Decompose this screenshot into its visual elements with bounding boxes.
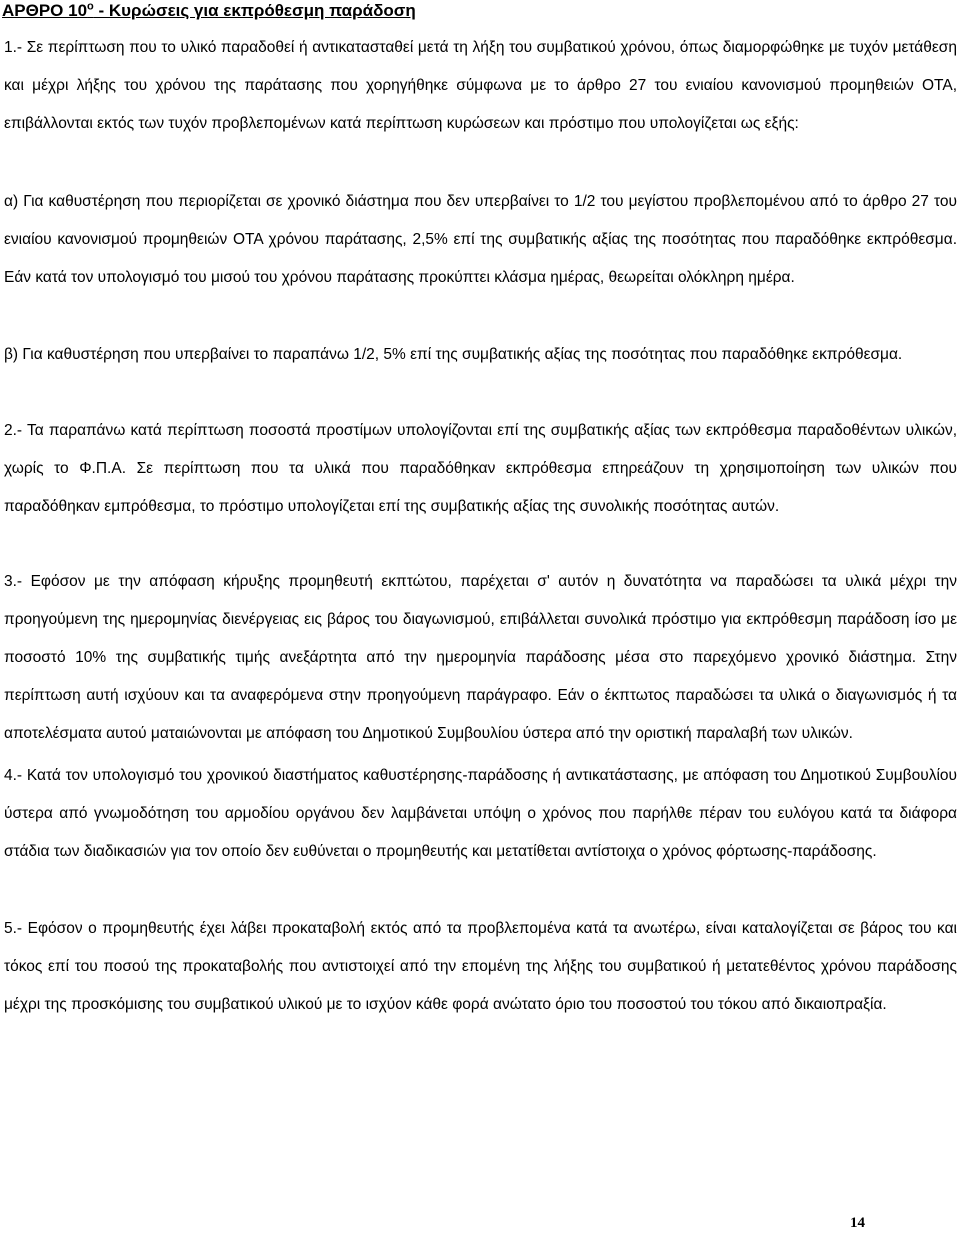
paragraph-1: 1.- Σε περίπτωση που το υλικό παραδοθεί ή αντικατασταθεί μετά τη λήξη του συμβατικού χρόνου, όπως διαμορφώθηκε με τυχόν μετάθεση και μέχρι λήξης του χρόνου της παράτασης που χορηγήθηκε σύμφωνα με το άρθρο 27 του ενιαίου κανονισμού προμηθειών ΟΤΑ, επιβάλλονται εκτός των τυχόν προβλεπομένων κατά περίπτωση κυρώσεων και πρόστιμο που υπολογίζεται ως εξής: <box>4 39 957 132</box>
paragraph-1-a: α) Για καθυστέρηση που περιορίζεται σε χρονικό διάστημα που δεν υπερβαίνει το 1/2 του μεγίστου προβλεπομένου από το άρθρο 27 του ενιαίου κανονισμού προμηθειών ΟΤΑ χρόνου παράτασης, 2,5% επί της συμβατικής αξίας της ποσότητας που παραδόθηκε εκπρόθεσμα. Εάν κατά τον υπολογισμό του μισού του χρόνου παράτασης προκύπτει κλάσμα ημέρας, θεωρείται ολόκληρη ημέρα. <box>4 193 957 286</box>
heading-prefix: ΑΡΘΡΟ 10 <box>2 1 88 20</box>
page-number: 14 <box>850 1215 865 1231</box>
paragraph-3: 3.- Εφόσον με την απόφαση κήρυξης προμηθευτή εκπτώτου, παρέχεται σ' αυτόν η δυνατότητα να παραδώσει τα υλικά μέχρι την προηγούμενη της ημερομηνίας διενέργειας εις βάρος του διαγωνισμού, επιβάλλεται συνολικά πρόστιμο για εκπρόθεσμη παράδοση ίσο με ποσοστό 10% της συμβατικής τιμής ανεξάρτητα από την ημερομηνία παράδοσης μέσα στο παρεχόμενο χρονικό διάστημα. Στην περίπτωση αυτή ισχύουν και τα αναφερόμενα στην προηγούμενη παράγραφο. Εάν ο έκπτωτος παραδώσει τα υλικά ο διαγωνισμός ή τα αποτελέσματα αυτού ματαιώνονται με απόφαση του Δημοτικού Συμβουλίου ύστερα από την οριστική παραλαβή των υλικών. <box>4 573 957 742</box>
heading-superscript: ο <box>87 0 94 13</box>
article-heading <box>2 0 416 22</box>
heading-suffix: - Κυρώσεις για εκπρόθεσμη παράδοση <box>93 1 416 20</box>
paragraph-2: 2.- Τα παραπάνω κατά περίπτωση ποσοστά προστίμων υπολογίζονται επί της συμβατικής αξίας των εκπρόθεσμα παραδοθέντων υλικών, χωρίς το Φ.Π.Α. Σε περίπτωση που τα υλικά που παραδόθηκαν εκπρόθεσμα επηρεάζουν τη χρησιμοποίηση των υλικών που παραδόθηκαν εμπρόθεσμα, το πρόστιμο υπολογίζεται επί της συμβατικής αξίας της συνολικής ποσότητας αυτών. <box>4 422 957 515</box>
paragraph-4: 4.- Κατά τον υπολογισμό του χρονικού διαστήματος καθυστέρησης-παράδοσης ή αντικατάστασης, με απόφαση του Δημοτικού Συμβουλίου ύστερα από γνωμοδότηση του αρμοδίου οργάνου δεν λαμβάνεται υπόψη ο χρόνος που παρήλθε πέραν του ευλόγου κατά τα διάφορα στάδια των διαδικασιών για τον οποίο δεν ευθύνεται ο προμηθευτής και μετατίθεται αντίστοιχα ο χρόνος φόρτωσης-παράδοσης. <box>4 767 957 860</box>
paragraph-5: 5.- Εφόσον ο προμηθευτής έχει λάβει προκαταβολή εκτός από τα προβλεπομένα κατά τα ανωτέρω, είναι καταλογίζεται σε βάρος του και τόκος επί του ποσού της προκαταβολής που αντιστοιχεί από την επομένη της λήξης του συμβατικού ή μετατεθέντος χρόνου παράδοσης μέχρι της προσκόμισης του συμβατικού υλικού με το ισχύον κάθε φορά ανώτατο όριο του ποσοστού του τόκου από δικαιοπραξία. <box>4 920 957 1013</box>
paragraph-1-b: β) Για καθυστέρηση που υπερβαίνει το παραπάνω 1/2, 5% επί της συμβατικής αξίας της ποσότητας που παραδόθηκε εκπρόθεσμα. <box>4 346 903 363</box>
